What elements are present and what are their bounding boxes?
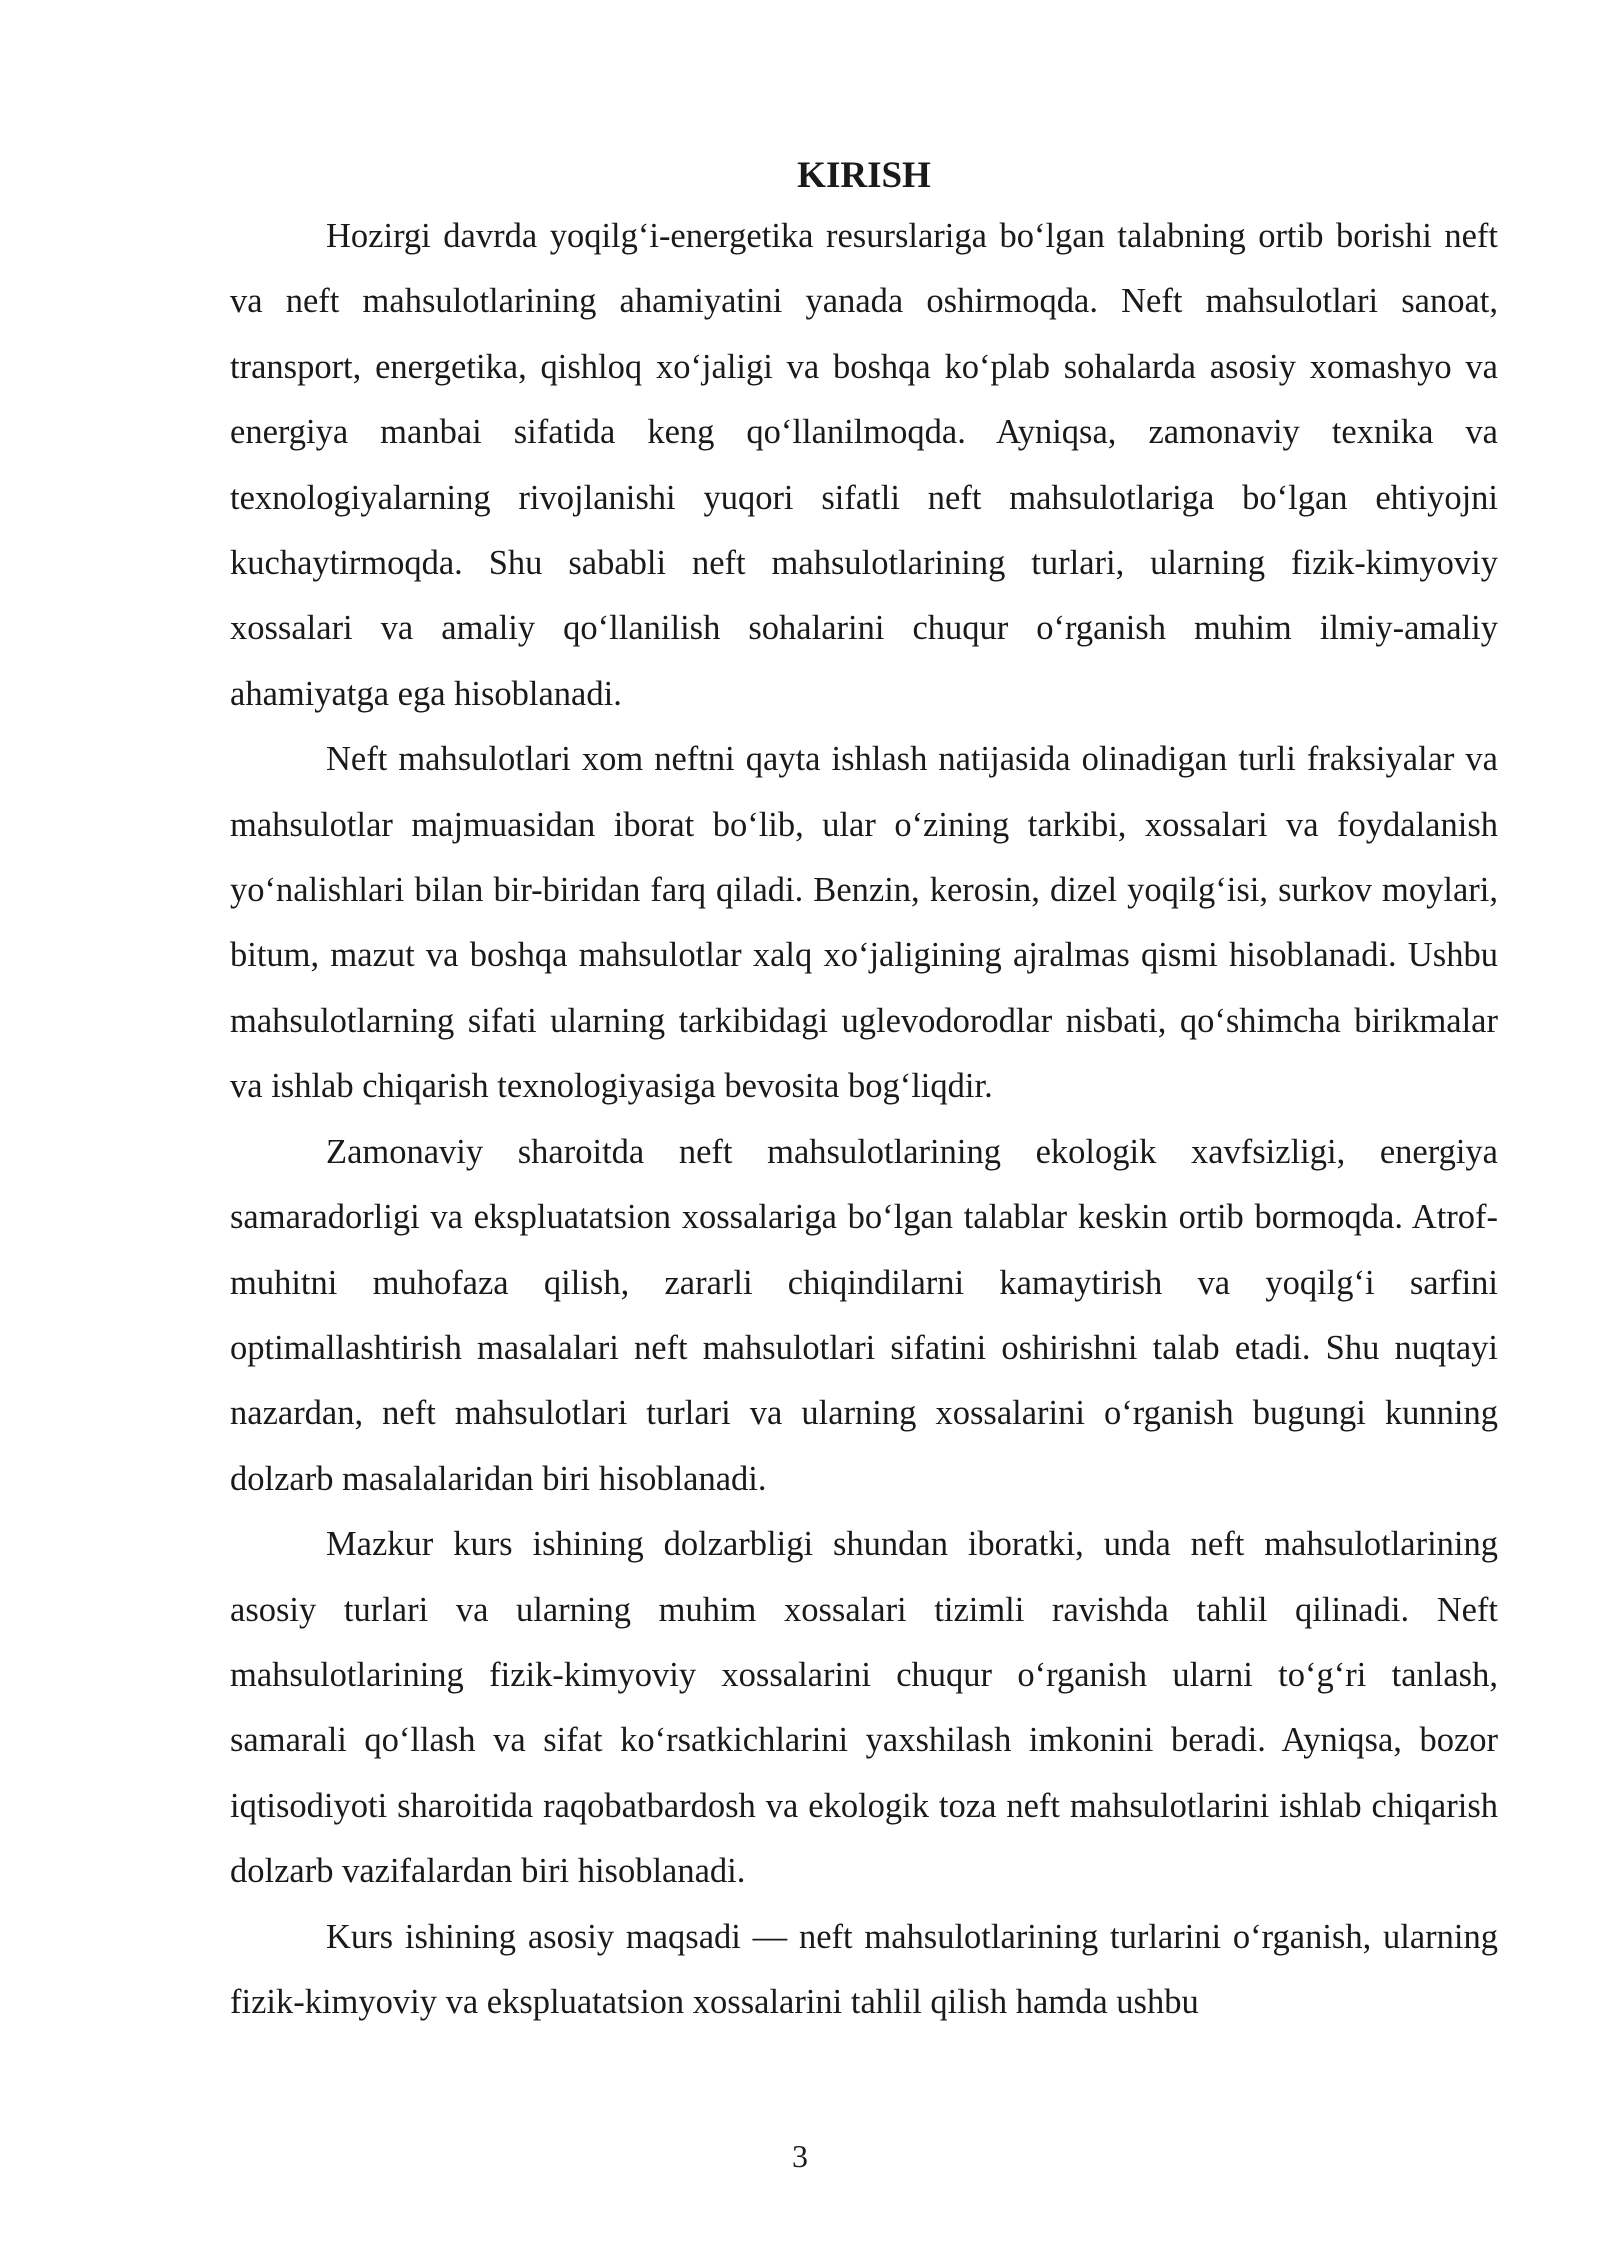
section-heading: KIRISH [797, 155, 931, 196]
page-content [230, 148, 1498, 2035]
page-number: 3 [792, 2138, 808, 2174]
paragraph-5: Kurs ishining asosiy maqsadi — neft mahsulotlarining turlarini o‘rganish, ularning fizik-kimyoviy va ekspluatatsion xossalarini tahlil qilish hamda ushbu [230, 1917, 1498, 2021]
paragraph-1: Hozirgi davrda yoqilg‘i-energetika resurslariga bo‘lgan talabning ortib borishi neft va neft mahsulotlarining ahamiyatini yanada oshirmoqda. Neft mahsulotlari sanoat, transport, energetika, qishloq xo‘jaligi va boshqa ko‘plab sohalarda asosiy xomashyo va energiya manbai sifatida keng qo‘llanilmoqda. Ayniqsa, zamonaviy texnika va texnologiyalarning rivojlanishi yuqori sifatli neft mahsulotlariga bo‘lgan ehtiyojni kuchaytirmoqda. Shu sababli neft mahsulotlarining turlari, ularning fizik-kimyoviy xossalari va amaliy qo‘llanilish sohalarini chuqur o‘rganish muhim ilmiy-amaliy ahamiyatga ega hisoblanadi. [230, 217, 1498, 713]
paragraph-3: Zamonaviy sharoitda neft mahsulotlarining ekologik xavfsizligi, energiya samaradorligi va ekspluatatsion xossalariga bo‘lgan talablar keskin ortib bormoqda. Atrof-muhitni muhofaza qilish, zararli chiqindilarni kamaytirish va yoqilg‘i sarfini optimallashtirish masalalari neft mahsulotlari sifatini oshirishni talab etadi. Shu nuqtayi nazardan, neft mahsulotlari turlari va ularning xossalarini o‘rganish bugungi kunning dolzarb masalalaridan biri hisoblanadi. [230, 1132, 1498, 1498]
paragraph-4: Mazkur kurs ishining dolzarbligi shundan iboratki, unda neft mahsulotlarining asosiy turlari va ularning muhim xossalari tizimli ravishda tahlil qilinadi. Neft mahsulotlarining fizik-kimyoviy xossalarini chuqur o‘rganish ularni to‘g‘ri tanlash, samarali qo‘llash va sifat ko‘rsatkichlarini yaxshilash imkonini beradi. Ayniqsa, bozor iqtisodiyoti sharoitida raqobatbardosh va ekologik toza neft mahsulotlarini ishlab chiqarish dolzarb vazifalardan biri hisoblanadi. [230, 1525, 1498, 1891]
paragraph-2: Neft mahsulotlari xom neftni qayta ishlash natijasida olinadigan turli fraksiyalar va mahsulotlar majmuasidan iborat bo‘lib, ular o‘zining tarkibi, xossalari va foydalanish yo‘nalishlari bilan bir-biridan farq qiladi. Benzin, kerosin, dizel yoqilg‘isi, surkov moylari, bitum, mazut va boshqa mahsulotlar xalq xo‘jaligining ajralmas qismi hisoblanadi. Ushbu mahsulotlarning sifati ularning tarkibidagi uglevodorodlar nisbati, qo‘shimcha birikmalar va ishlab chiqarish texnologiyasiga bevosita bog‘liqdir. [230, 740, 1498, 1106]
